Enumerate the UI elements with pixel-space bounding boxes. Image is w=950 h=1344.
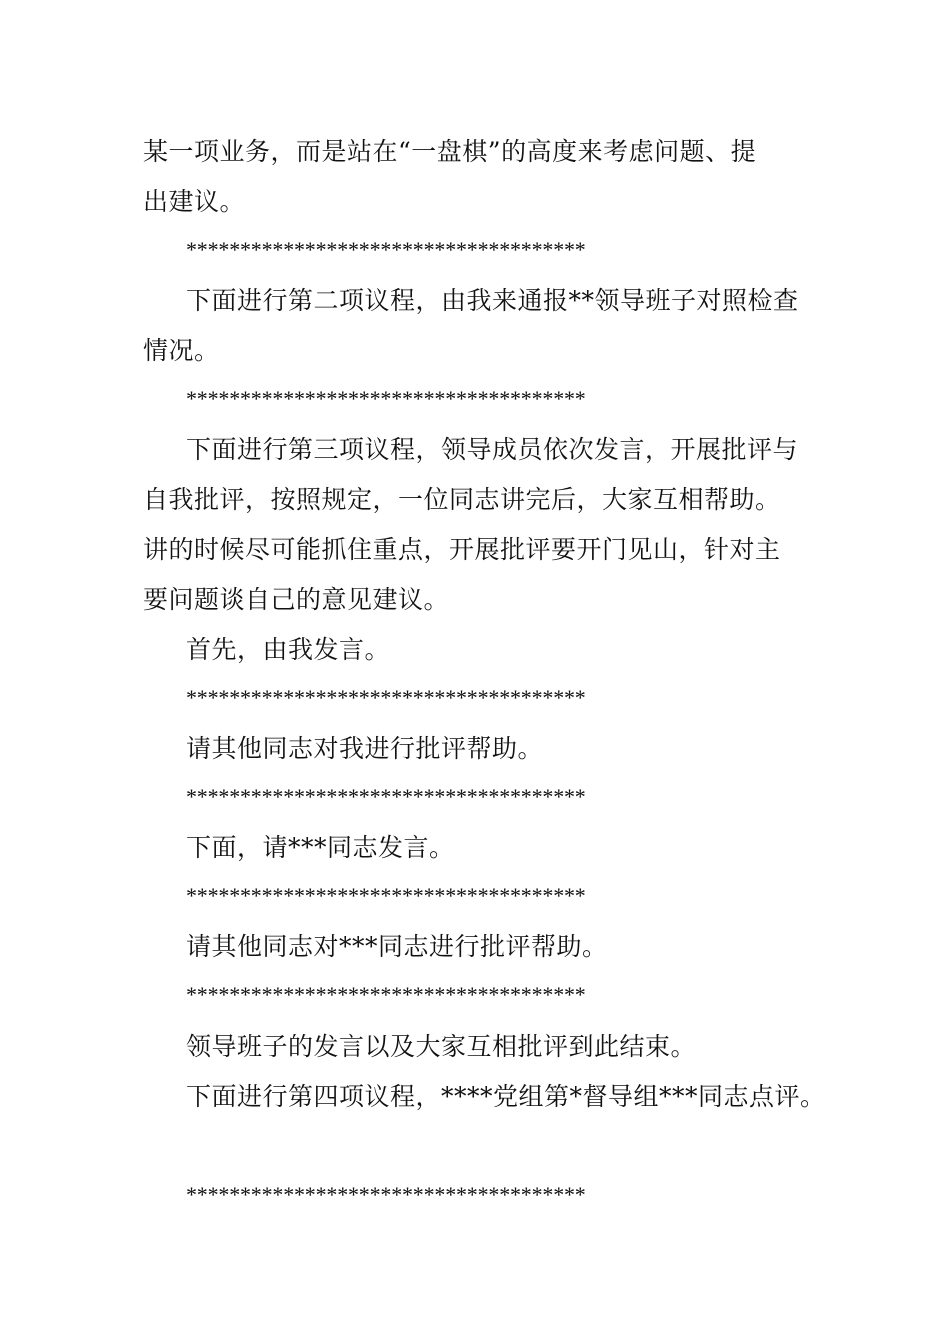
paragraph-line: 讲的时候尽可能抓住重点，开展批评要开门见山，针对主 (143, 535, 781, 564)
paragraph-line: 请其他同志对我进行批评帮助。 (186, 734, 544, 763)
paragraph-line: 请其他同志对***同志进行批评帮助。 (186, 932, 608, 961)
separator-stars: ************************************* (186, 386, 586, 411)
separator-stars: ************************************* (186, 685, 586, 710)
paragraph-line: 下面进行第二项议程，由我来通报**领导班子对照检查 (186, 286, 799, 315)
separator-stars: ************************************* (186, 784, 586, 809)
paragraph-line: 下面，请***同志发言。 (186, 833, 455, 862)
paragraph-line: 领导班子的发言以及大家互相批评到此结束。 (186, 1032, 697, 1061)
paragraph-line: 要问题谈自己的意见建议。 (143, 585, 450, 614)
separator-stars: ************************************* (186, 883, 586, 908)
paragraph-line: 情况。 (143, 336, 220, 365)
paragraph-line: 某一项业务，而是站在“一盘棋”的高度来考虑问题、提 (143, 137, 757, 166)
paragraph-line: 出建议。 (143, 187, 246, 216)
paragraph-line: 首先，由我发言。 (186, 635, 391, 664)
paragraph-line: 自我批评，按照规定，一位同志讲完后，大家互相帮助。 (143, 485, 781, 514)
separator-stars: ************************************* (186, 237, 586, 262)
paragraph-line: 下面进行第三项议程，领导成员依次发言，开展批评与 (186, 435, 799, 464)
separator-stars: ************************************* (186, 1182, 586, 1207)
paragraph-line: 下面进行第四项议程，****党组第*督导组***同志点评。 (186, 1082, 826, 1111)
separator-stars: ************************************* (186, 982, 586, 1007)
